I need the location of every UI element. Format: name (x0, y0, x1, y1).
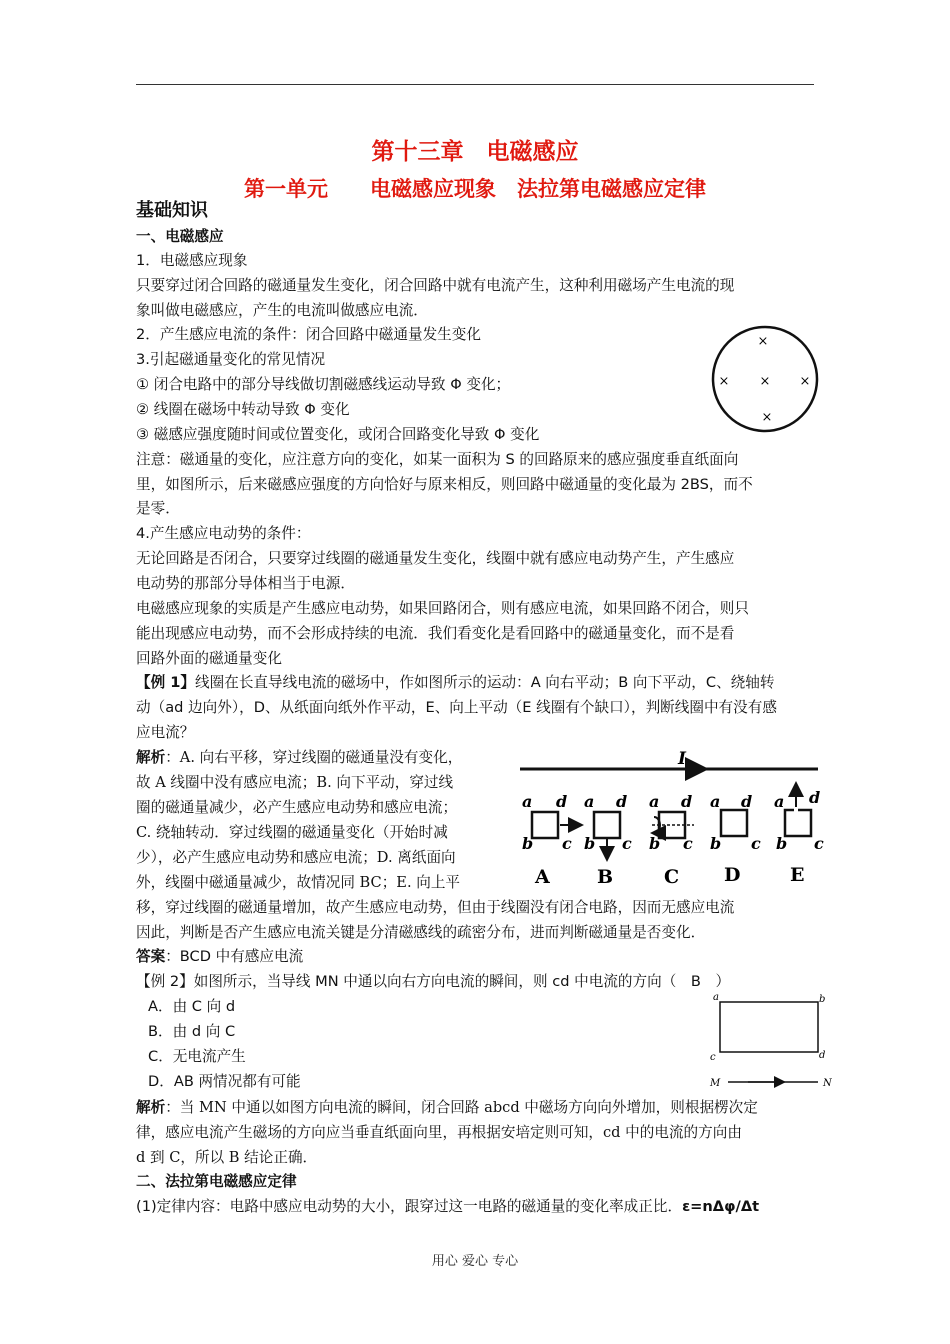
svg-text:d: d (741, 792, 753, 811)
example1-analysis-line5: 少），必产生感应电动势和感应电流；D. 离纸面向 (136, 849, 456, 866)
note-line1: 注意：磁通量的变化，应注意方向的变化，如某一面积为 S 的回路原来的感应强度垂直纸面向 (136, 451, 739, 468)
svg-text:d: d (819, 1050, 826, 1061)
item4-line2: 电动势的那部分导体相当于电源． (136, 575, 355, 592)
note-line2: 里，如图所示，后来磁感应强度的方向恰好与原来相反，则回路中磁通量的变化最为 2BS，而不 (136, 476, 753, 493)
item3-title: 3.引起磁通量变化的常见情况 (136, 351, 326, 368)
item1-line1: 只要穿过闭合回路的磁通量发生变化，闭合回路中就有电流产生，这种利用磁场产生电流的现 (136, 277, 735, 294)
example1-label: 【例 1】 (136, 674, 196, 691)
field-cross: × (799, 374, 811, 389)
coil-d (721, 810, 747, 836)
example2-analysis-label: 解析 (136, 1099, 166, 1116)
item4-title: 4.产生感应电动势的条件： (136, 525, 311, 542)
coil-b (594, 812, 620, 838)
svg-text:c: c (814, 834, 824, 853)
svg-text:a: a (522, 792, 533, 811)
example2-option-d: D．AB 两情况都有可能 (148, 1073, 301, 1090)
item1-line2: 象叫做电磁感应，产生的电流叫做感应电流． (136, 302, 428, 319)
page-footer: 用心 爱心 专心 (431, 1254, 519, 1269)
example1-line2: 动（ad 边向外），D、从纸面向纸外作平动，E、向上平动（E 线圈有个缺口），判断线圈中有没有感 (136, 699, 777, 716)
part2-line1: (1)定律内容：电路中感应电动势的大小，跟穿过这一电路的磁通量的变化率成正比．ε=nΔφ/Δt (136, 1198, 760, 1215)
field-cross: × (718, 374, 730, 389)
item4-line1: 无论回路是否闭合，只要穿过线圈的磁通量发生变化，线圈中就有感应电动势产生，产生感应 (136, 550, 735, 567)
case3: ③ 磁感应强度随时间或位置变化，或闭合回路变化导致 Φ 变化 (136, 426, 540, 443)
svg-text:a: a (649, 792, 660, 811)
coil-label-a: A (535, 866, 550, 888)
essence-line2: 能出现感应电动势，而不会形成持续的电流．我们看变化是看回路中的磁通量变化，而不是看 (136, 625, 735, 642)
note-line3: 是零． (136, 500, 180, 517)
coil-e (785, 810, 811, 836)
svg-text:c: c (683, 834, 693, 853)
example2-question: 【例 2】如图所示，当导线 MN 中通以向右方向电流的瞬间，则 cd 中电流的方向（ B ） (136, 973, 731, 990)
case1: ① 闭合电路中的部分导线做切割磁感线运动导致 Φ 变化； (136, 376, 511, 393)
svg-text:d: d (556, 792, 568, 811)
svg-text:b: b (819, 994, 826, 1005)
magnetic-field-circle-figure (708, 322, 826, 440)
essence-line1: 电磁感应现象的实质是产生感应电动势，如果回路闭合，则有感应电流，如果回路不闭合，则只 (136, 600, 749, 617)
coil-label-d: D (724, 864, 741, 886)
example2-label: 【例 2】 (136, 973, 194, 990)
example1-analysis-line1: 解析：A. 向右平移，穿过线圈的磁通量没有变化， (136, 749, 463, 766)
example1-coils-figure (518, 749, 824, 890)
unit-title: 第一单元 电磁感应现象 法拉第电磁感应定律 (244, 177, 706, 201)
svg-text:d: d (809, 788, 821, 807)
example2-option-b: B．由 d 向 C (148, 1023, 236, 1040)
field-cross: × (761, 410, 773, 425)
section-heading: 基础知识 (136, 200, 208, 221)
coil-label-c: C (664, 866, 680, 888)
svg-text:b: b (710, 834, 722, 853)
example2-analysis-line1: 解析：当 MN 中通以如图方向电流的瞬间，闭合回路 abcd 中磁场方向向外增加，则根据楞次定 (136, 1099, 758, 1116)
svg-text:c: c (622, 834, 632, 853)
example2-option-a: A．由 C 向 d (148, 998, 236, 1015)
top-rule (136, 84, 814, 85)
example1-analysis-line4: C. 绕轴转动．穿过线圈的磁通量变化（开始时减 (136, 824, 448, 841)
essence-line3: 回路外面的磁通量变化 (136, 650, 282, 667)
item2: 2．产生感应电流的条件：闭合回路中磁通量发生变化 (136, 326, 481, 343)
example2-analysis-line2: 律，感应电流产生磁场的方向应当垂直纸面向里，再根据安培定则可知，cd 中的电流的方向由 (136, 1124, 742, 1141)
example1-analysis-line3: 圈的磁通量减少，必产生感应电动势和感应电流； (136, 799, 458, 816)
example1-line1: 【例 1】线圈在长直导线电流的磁场中，作如图所示的运动：A 向右平动；B 向下平动，C、绕轴转 (136, 674, 775, 691)
loop-abcd (720, 1002, 818, 1052)
coil-a (532, 812, 558, 838)
svg-text:a: a (710, 792, 721, 811)
part1-heading: 一、电磁感应 (136, 228, 224, 245)
case2: ② 线圈在磁场中转动导致 Φ 变化 (136, 401, 350, 418)
example1-analysis-line7: 移，穿过线圈的磁通量增加，故产生感应电动势，但由于线圈没有闭合电路，因而无感应电流 (136, 899, 735, 916)
svg-text:c: c (710, 1052, 716, 1063)
svg-text:b: b (776, 834, 788, 853)
svg-text:N: N (823, 1078, 832, 1089)
svg-text:a: a (584, 792, 595, 811)
item1-title: 1．电磁感应现象 (136, 252, 248, 269)
svg-text:b: b (649, 834, 661, 853)
svg-text:b: b (584, 834, 596, 853)
svg-text:M: M (710, 1078, 721, 1089)
example1-answer: 答案：BCD 中有感应电流 (136, 948, 304, 965)
example1-line3: 应电流？ (136, 724, 195, 741)
svg-text:b: b (522, 834, 534, 853)
coil-label-e: E (790, 864, 805, 886)
analysis-label: 解析 (136, 749, 166, 766)
example2-loop-figure (708, 990, 838, 1090)
chapter-title: 第十三章 电磁感应 (371, 139, 579, 165)
svg-text:d: d (616, 792, 628, 811)
example1-analysis-line8: 因此，判断是否产生感应电流关键是分清磁感线的疏密分布，进而判断磁通量是否变化． (136, 924, 706, 941)
field-cross: × (759, 374, 771, 389)
answer-label: 答案 (136, 948, 166, 965)
svg-text:a: a (774, 792, 785, 811)
example1-analysis-line6: 外，线圈中磁通量减少，故情况同 BC；E. 向上平 (136, 874, 461, 891)
current-label: I (678, 749, 686, 769)
part2-heading: 二、法拉第电磁感应定律 (136, 1173, 297, 1190)
svg-text:c: c (562, 834, 572, 853)
svg-text:c: c (751, 834, 761, 853)
example2-analysis-line3: d 到 C，所以 B 结论正确． (136, 1149, 318, 1166)
example1-analysis-line2: 故 A 线圈中没有感应电流；B. 向下平动，穿过线 (136, 774, 454, 791)
field-cross: × (757, 334, 769, 349)
faraday-formula: ε=nΔφ/Δt (682, 1198, 760, 1215)
svg-text:a: a (713, 992, 719, 1003)
svg-text:d: d (681, 792, 693, 811)
example2-option-c: C．无电流产生 (148, 1048, 246, 1065)
coil-label-b: B (597, 866, 614, 888)
